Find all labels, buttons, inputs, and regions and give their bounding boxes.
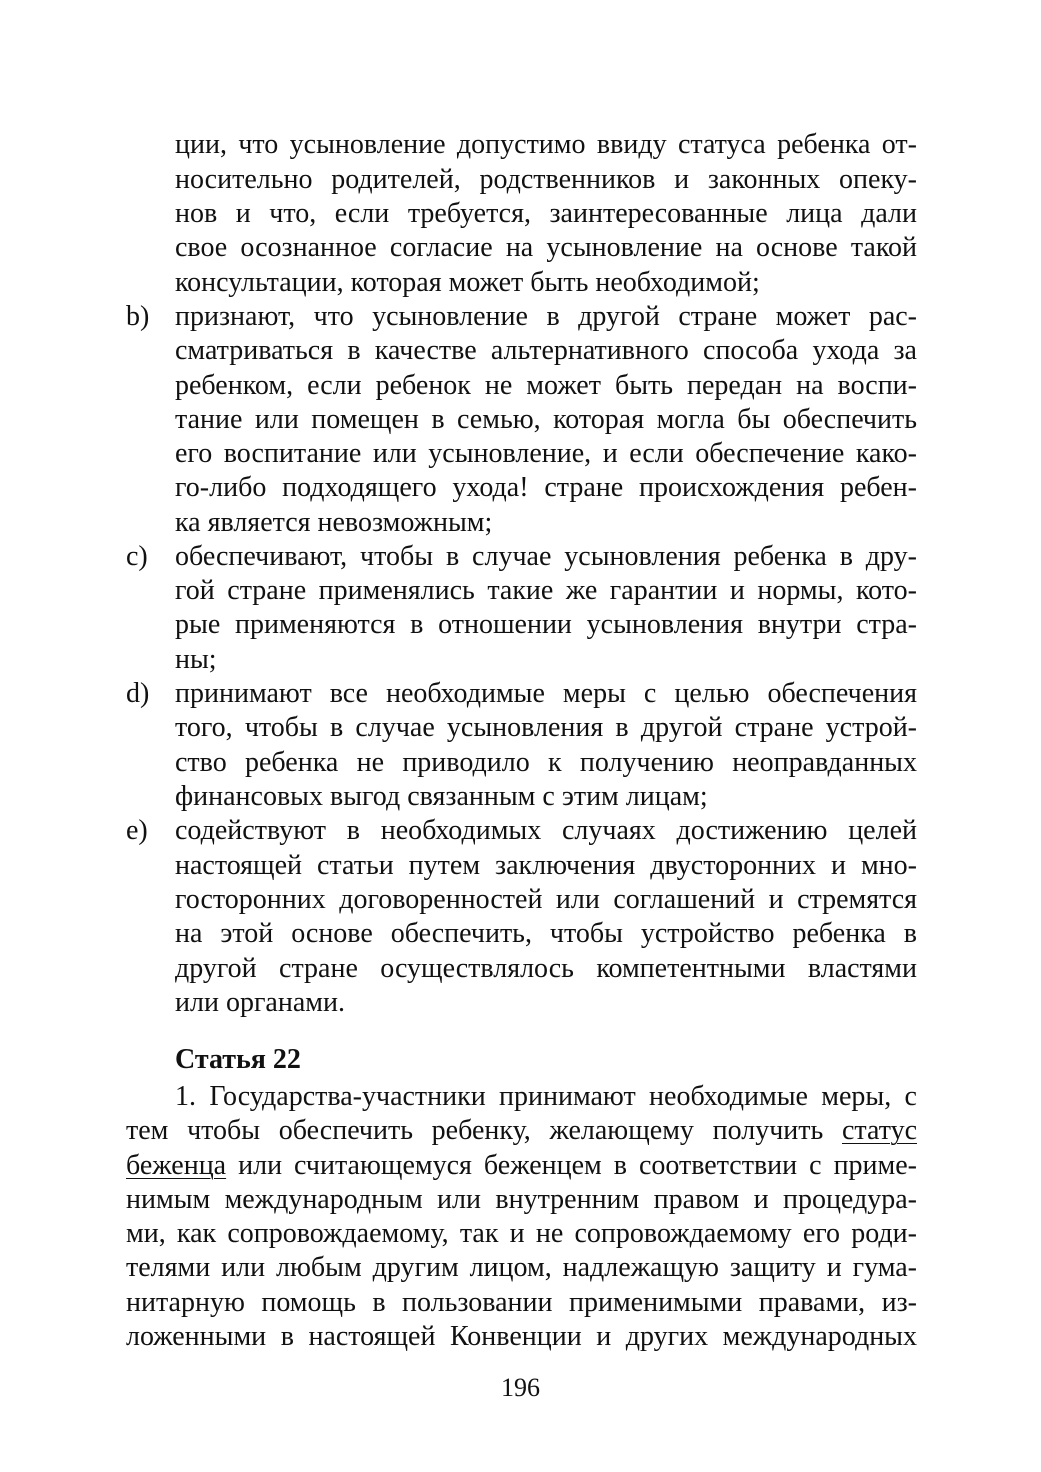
item-b-line: ка является невозможным;	[175, 507, 493, 538]
paragraph-line	[126, 1149, 917, 1183]
refugee-status-link[interactable]: статус	[842, 1115, 918, 1146]
item-b-line: сматриваться в качестве альтернативного способа ухода за	[175, 335, 917, 366]
paragraph-line: нимым международным или внутренним правом и процедура-	[126, 1184, 917, 1215]
item-b-line: его воспитание или усыновление, и если обеспечение како-	[175, 438, 917, 469]
paragraph-line: нитарную помощь в пользовании применимыми правами, из-	[126, 1287, 917, 1318]
intro-line: ции, что усыновление допустимо ввиду статуса ребенка от-	[175, 129, 917, 160]
item-c-line: обеспечивают, чтобы в случае усыновления ребенка в дру-	[175, 541, 917, 572]
paragraph-line: ложенными в настоящей Конвенции и других международных	[126, 1321, 917, 1352]
list-marker-d: d)	[126, 678, 150, 709]
paragraph-text: или считающемуся беженцем в соответствии с приме-	[238, 1150, 918, 1181]
item-d-line: финансовых выгод связанным с этим лицам;	[175, 781, 708, 812]
item-b-line: го-либо подходящего ухода! стране происхождения ребен-	[175, 472, 917, 503]
item-b-line: тание или помещен в семью, которая могла бы обеспечить	[175, 404, 917, 435]
item-b-line: ребенком, если ребенок не может быть передан на воспи-	[175, 370, 917, 401]
paragraph-text: тем чтобы обеспечить ребенку, желающему получить	[126, 1115, 824, 1146]
intro-line: носительно родителей, родственников и законных опеку-	[175, 164, 917, 195]
item-e-line: госторонних договоренностей или соглашений и стремятся	[175, 884, 917, 915]
article-heading: Статья 22	[175, 1044, 301, 1075]
paragraph-line: ми, как сопровождаемому, так и не сопровождаемому его роди-	[126, 1218, 917, 1249]
list-marker-c: c)	[126, 541, 148, 572]
list-marker-b: b)	[126, 301, 150, 332]
item-e-line: содействуют в необходимых случаях достижению целей	[175, 815, 917, 846]
list-marker-e: e)	[126, 815, 148, 846]
intro-line: нов и что, если требуется, заинтересованные лица дали	[175, 198, 917, 229]
paragraph-line	[126, 1114, 917, 1148]
item-e-line: настоящей статьи путем заключения двусторонних и мно-	[175, 850, 917, 881]
item-e-line: другой стране осуществлялось компетентными властями	[175, 953, 917, 984]
item-e-line: или органами.	[175, 987, 345, 1018]
item-c-line: гой стране применялись такие же гарантии и нормы, кото-	[175, 575, 917, 606]
item-e-line: на этой основе обеспечить, чтобы устройство ребенка в	[175, 918, 917, 949]
item-c-line: рые применяются в отношении усыновления внутри стра-	[175, 609, 917, 640]
paragraph-line: 1. Государства-участники принимают необходимые меры, с	[175, 1081, 917, 1112]
item-d-line: ство ребенка не приводило к получению неоправданных	[175, 747, 917, 778]
intro-line: консультации, которая может быть необходимой;	[175, 267, 760, 298]
page-number: 196	[501, 1373, 540, 1402]
item-d-line: принимают все необходимые меры с целью обеспечения	[175, 678, 917, 709]
item-c-line: ны;	[175, 644, 217, 675]
paragraph-line: телями или любым другим лицом, надлежащую защиту и гума-	[126, 1252, 917, 1283]
intro-line: свое осознанное согласие на усыновление на основе такой	[175, 232, 917, 263]
item-b-line: признают, что усыновление в другой стране может рас-	[175, 301, 917, 332]
refugee-status-link-continued[interactable]: беженца	[126, 1150, 227, 1181]
item-d-line: того, чтобы в случае усыновления в другой стране устрой-	[175, 712, 917, 743]
